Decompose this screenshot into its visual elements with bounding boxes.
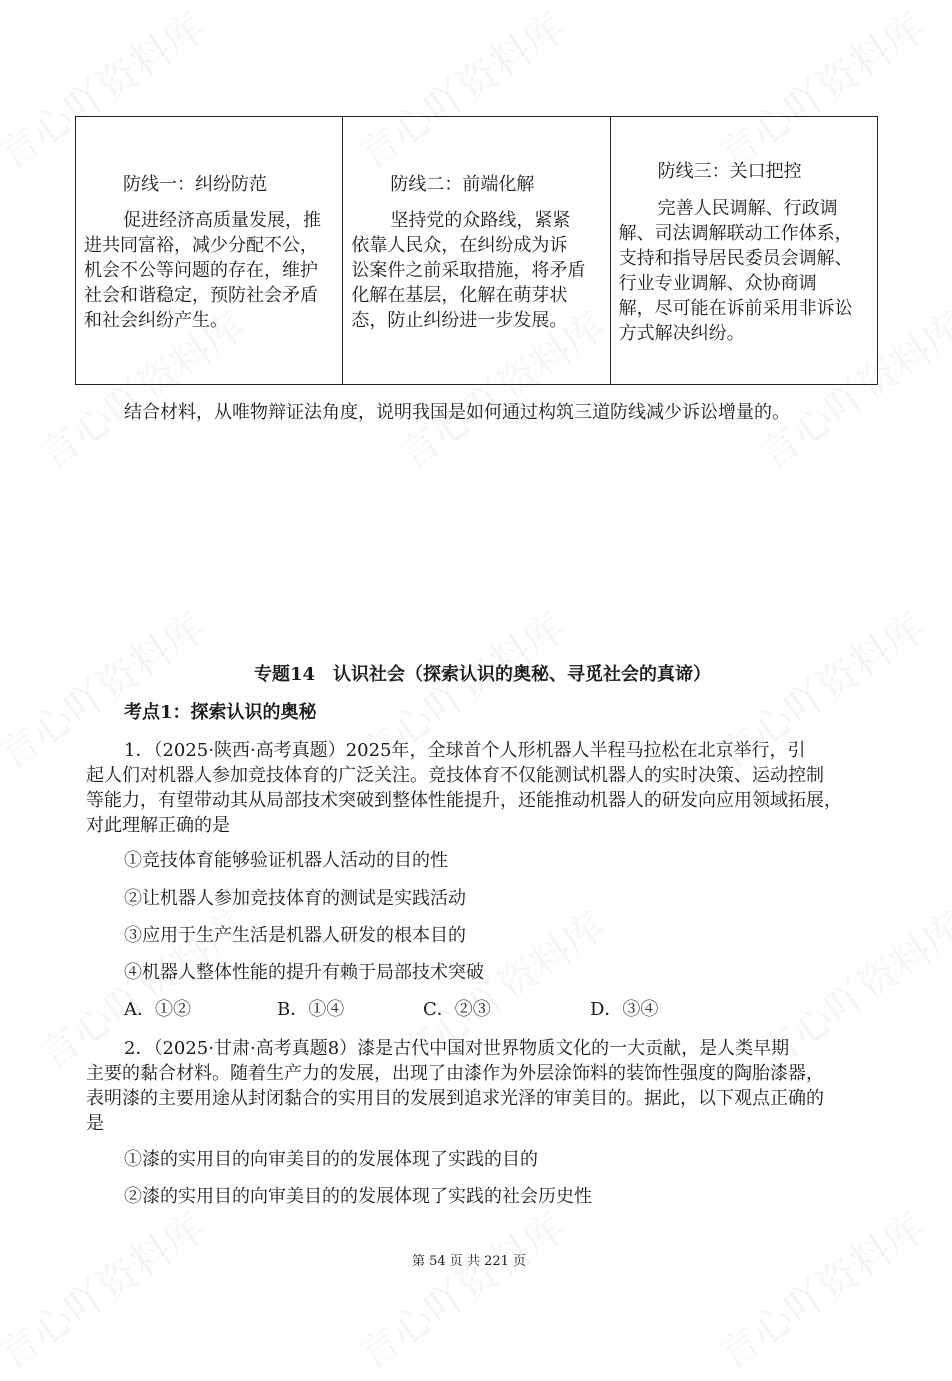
question-line: 等能力，有望带动其从局部技术突破到整体性能提升，还能推动机器人的研发向应用领域拓展， bbox=[86, 790, 842, 811]
defense-lines-table bbox=[75, 116, 878, 385]
statement: ③应用于生产生活是机器人研发的根本目的 bbox=[124, 925, 466, 946]
section-title: 专题14 认识社会（探索认识的奥秘、寻觅社会的真谛） bbox=[254, 664, 712, 685]
cell-title: 防线一：纠纷防范 bbox=[123, 174, 267, 195]
question-line: 表明漆的主要用途从封闭黏合的实用目的发展到追求光泽的审美目的。据此，以下观点正确的 bbox=[86, 1088, 824, 1109]
cell-line: 行业专业调解、众协商调 bbox=[618, 273, 817, 294]
statement: ②让机器人参加竞技体育的测试是实践活动 bbox=[124, 888, 466, 909]
cell-line: 完善人民调解、行政调 bbox=[657, 198, 838, 219]
cell-line: 坚持党的众路线，紧紧 bbox=[390, 210, 571, 231]
watermark-text bbox=[345, 1196, 574, 1380]
cell-line: 机会不公等问题的存在，维护 bbox=[84, 260, 318, 281]
statement: ①竞技体育能够验证机器人活动的目的性 bbox=[124, 850, 448, 871]
question-prompt: 结合材料，从唯物辩证法角度，说明我国是如何通过构筑三道防线减少诉讼增量的。 bbox=[124, 402, 790, 423]
topic-title: 考点1：探索认识的奥秘 bbox=[124, 702, 317, 723]
question-line: 主要的黏合材料。随着生产力的发展，出现了由漆作为外层涂饰料的装饰性强度的陶胎漆器， bbox=[86, 1063, 824, 1084]
page-footer: 第 54 页 共 221 页 bbox=[412, 1254, 527, 1269]
cell-line: 和社会纠纷产生。 bbox=[84, 310, 228, 331]
statement: ②漆的实用目的向审美目的的发展体现了实践的社会历史性 bbox=[124, 1186, 592, 1207]
cell-line: 支持和指导居民委员会调解、 bbox=[618, 248, 853, 269]
statement: ④机器人整体性能的提升有赖于局部技术突破 bbox=[124, 962, 484, 983]
cell-line: 方式解决纠纷。 bbox=[618, 323, 745, 344]
table-cell-defense-1 bbox=[76, 117, 343, 385]
cell-line: 促进经济高质量发展，推 bbox=[123, 210, 321, 231]
cell-line: 社会和谐稳定，预防社会矛盾 bbox=[84, 285, 318, 306]
statement: ①漆的实用目的向审美目的的发展体现了实践的目的 bbox=[124, 1149, 538, 1170]
cell-line: 依靠人民众，在纠纷成为诉 bbox=[351, 235, 568, 256]
choice-b[interactable]: B．①④ bbox=[277, 999, 345, 1020]
question-line: 对此理解正确的是 bbox=[86, 815, 230, 836]
cell-title: 防线三：关口把控 bbox=[657, 161, 802, 182]
choice-c[interactable]: C．②③ bbox=[423, 999, 491, 1020]
question-line: 2．（2025·甘肃·高考真题8）漆是古代中国对世界物质文化的一大贡献，是人类早期 bbox=[124, 1038, 790, 1059]
table-cell-defense-3 bbox=[610, 117, 877, 385]
watermark-text bbox=[0, 1196, 215, 1380]
cell-line: 态，防止纠纷进一步发展。 bbox=[351, 310, 568, 331]
cell-line: 解、司法调解联动工作体系， bbox=[618, 223, 853, 244]
cell-line: 进共同富裕，减少分配不公， bbox=[84, 235, 318, 256]
cell-line: 化解在基层，化解在萌芽状 bbox=[351, 285, 568, 306]
watermark-text bbox=[705, 1196, 934, 1380]
question-line: 是 bbox=[86, 1113, 104, 1134]
question-line: 起人们对机器人参加竞技体育的广泛关注。竞技体育不仅能测试机器人的实时决策、运动控制 bbox=[86, 765, 824, 786]
question-line: 1．（2025·陕西·高考真题）2025年，全球首个人形机器人半程马拉松在北京举行，引 bbox=[124, 740, 806, 761]
cell-line: 解，尽可能在诉前采用非诉讼 bbox=[618, 298, 853, 319]
cell-line: 讼案件之前采取措施，将矛盾 bbox=[351, 260, 586, 281]
choice-d[interactable]: D．③④ bbox=[590, 999, 659, 1020]
cell-title: 防线二：前端化解 bbox=[390, 174, 535, 195]
choice-a[interactable]: A．①② bbox=[124, 999, 191, 1020]
table-cell-defense-2 bbox=[343, 117, 610, 385]
